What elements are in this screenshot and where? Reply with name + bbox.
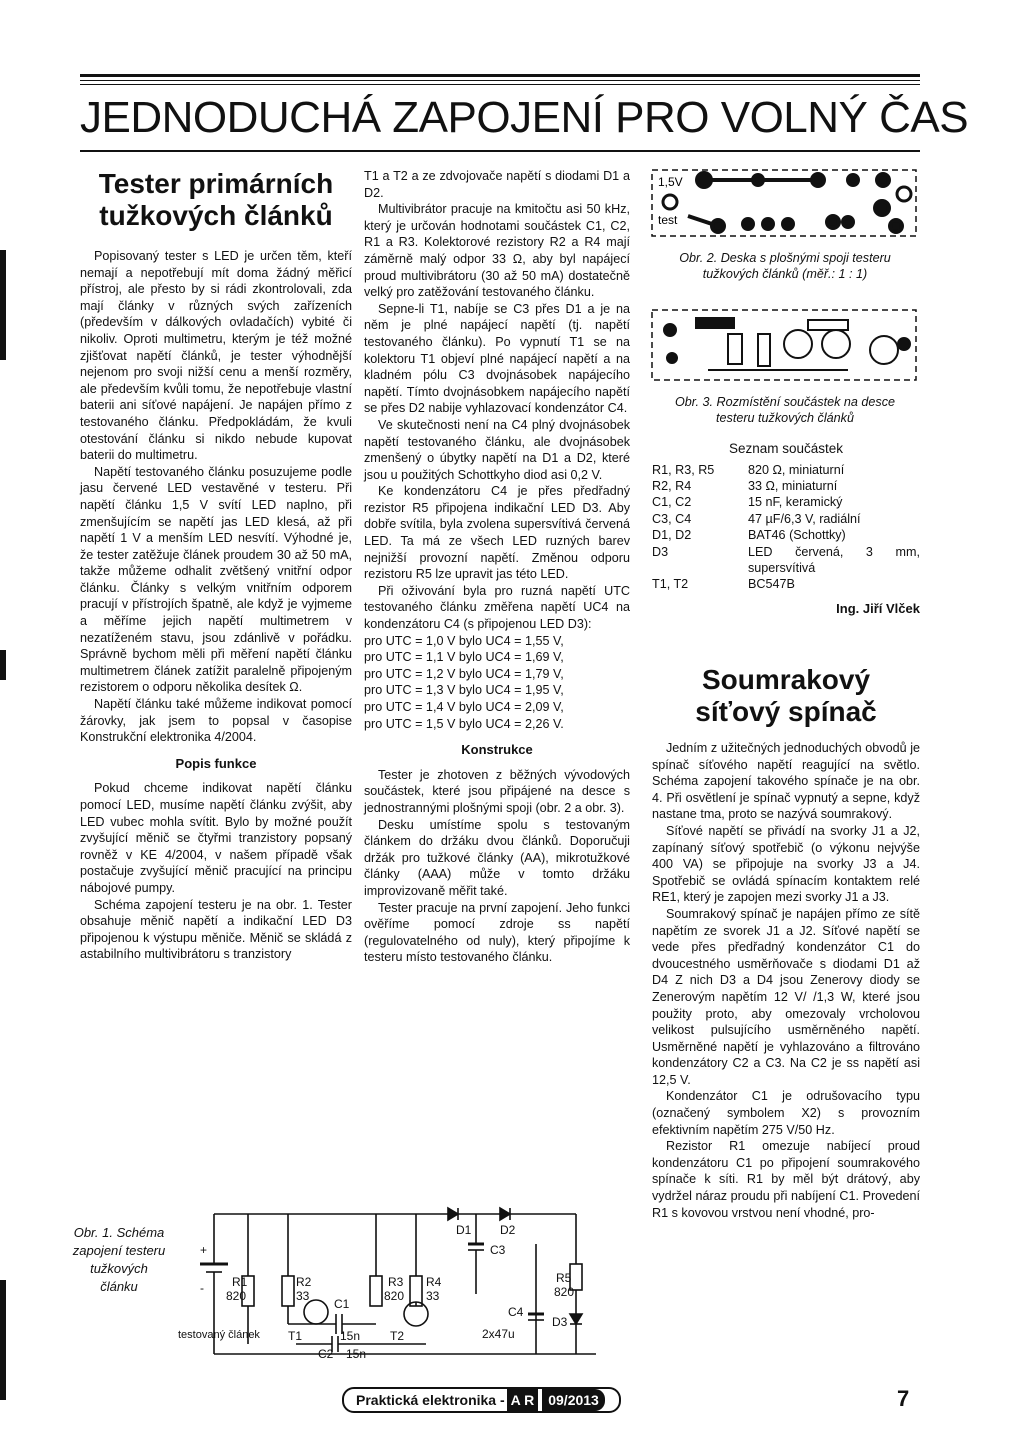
pcb-label-voltage: 1,5V bbox=[658, 175, 683, 189]
section-header: JEDNODUCHÁ ZAPOJENÍ PRO VOLNÝ ČAS bbox=[80, 93, 969, 142]
paragraph: Desku umístíme spolu s testovaným článkem do držáku dvou článků. Doporučuji držák pro tužkové články (AA), mikrotužkové články (AAA) může v tomto držáku improvizovaně měřit také. bbox=[364, 817, 630, 898]
header-rule-low bbox=[80, 84, 920, 85]
pcb-figure bbox=[648, 166, 920, 244]
measurement-line: pro UTC = 1,3 V bylo UC4 = 1,95 V, bbox=[364, 683, 564, 698]
table-row: D3 LED červená, 3 mm, supersvítivá bbox=[652, 544, 920, 576]
paragraph: Napětí testovaného článku posuzujeme podle jasu červené LED vestavěné v testeru. Při napětí článku 1,5 V svítí LED naplno, při zmenšujícím se napětí jas LED klesá, až při napětí 1 V a menším LED nesvítí. Výhodné je, že tester zatěžuje článek proudem 30 až 50 mA, takže můžeme odhalit zvětšený vnitřní odpor článku. Články s velkým vnitřním odporem pracují v přístrojích špatně, ale když je vyjmeme a měříme jejich napětí multimetrem v nezatíženém stavu, jsou zdánlivě v pořádku. Správně bychom měli při měření napětí článku multimetrem článek zatížit paralelně připojeným rezistorem o odporu několika desítek Ω. bbox=[80, 464, 352, 695]
svg-text:R2: R2 bbox=[296, 1275, 312, 1289]
svg-text:D1: D1 bbox=[456, 1223, 472, 1237]
paragraph: T1 a T2 a ze zdvojovače napětí s diodami D1 a D2. bbox=[364, 169, 630, 200]
paragraph: Kondenzátor C1 je odrušovacího typu (označený symbolem X2) s provozním efektivním napětím 275 V/50 Hz. bbox=[652, 1089, 920, 1137]
scan-edge-mark bbox=[0, 1280, 6, 1400]
subheading-konstrukce: Konstrukce bbox=[461, 742, 533, 758]
paragraph: Ke kondenzátoru C4 je přes předřadný rezistor R5 připojena indikační LED D3. Aby dobře svítila, byla zvolena supersvítivá červená LED. Ta má ze všech LED ruzných barev nejnižší provozní napětí. Změnou odporu rezistoru R5 lze upravit jas této LED. bbox=[364, 484, 630, 582]
fig2-caption: Obr. 2. Deska s plošnými spoji testeru tužkových článků (měř.: 1 : 1) bbox=[679, 251, 891, 281]
table-row: C1, C2 15 nF, keramický bbox=[652, 495, 843, 510]
paragraph: Ve skutečnosti není na C4 plný dvojnásobek napětí testovaného článku, ale dvojnásobek zmenšený o úbytky napětí na D1 a D2, které jsou u použitých Schottkyho diod asi 0,2 V. bbox=[364, 417, 630, 482]
paragraph: Multivibrátor pracuje na kmitočtu asi 50 kHz, který je určován hodnotami součástek C1, C2, R1 a R3. Kolektorové rezistory R2 a R4 mají záměrně malý odpor 33 Ω, aby byl napájecí proud multivibrátoru (30 až 50 mA) dostatečně velký pro zatěžování testovaného článku. bbox=[364, 202, 630, 300]
paragraph: Pokud chceme indikovat napětí článku pomocí LED, musíme napětí článku zvýšit, aby LED vubec mohla svítit. Bylo by možné použít zvyšující měnič se čtyřmi tranzistory popsaný rovněž v KE 4/2004, v našem případě však postačuje zvyšující měnič pracující na principu nábojové pumpy. bbox=[80, 781, 352, 895]
measurement-line: pro UTC = 1,1 V bylo UC4 = 1,69 V, bbox=[364, 650, 564, 665]
column-1 bbox=[80, 168, 352, 963]
svg-text:D2: D2 bbox=[500, 1223, 516, 1237]
paragraph: Napětí článku také můžeme indikovat pomocí žárovky, jak jsem to popsal v časopise Konstrukční elektronika 4/2004. bbox=[80, 697, 352, 745]
svg-text:-: - bbox=[200, 1281, 204, 1295]
column-2 bbox=[364, 168, 630, 966]
parts-title: Seznam součástek bbox=[728, 441, 844, 456]
svg-text:15n: 15n bbox=[340, 1329, 361, 1343]
paragraph: Rezistor R1 omezuje nabíjecí proud kondenzátoru C1 po připojení soumrakového spínače k síti. R1 by měl být drátový, aby vydržel náraz proudu při nabíjení C1. Provedení R1 s kovovou vrstvou není vhodné, pro- bbox=[652, 1139, 920, 1220]
fig3-caption: Obr. 3. Rozmístění součástek na desce testeru tužkových článků bbox=[674, 395, 896, 425]
magazine-ar-badge: A R bbox=[507, 1389, 539, 1411]
svg-text:R5: R5 bbox=[556, 1271, 572, 1285]
pcb-label-test: test bbox=[658, 213, 678, 227]
table-row: R1, R3, R5 820 Ω, miniaturní bbox=[652, 462, 845, 477]
paragraph: Sepne-li T1, nabíje se C3 přes D1 a je na něm je plné napájecí napětí (tj. napětí testovaného článku). Po vypnutí T1 se na kolektoru T1 objeví plné napájecí napětí a na kladném pólu C3 dvojnásobek napájecího napětí. Tímto dvojnásobkem napájecího napětí se přes D2 nabije vyhlazovací kondenzátor C4. bbox=[364, 301, 630, 416]
magazine-name: Praktická elektronika - bbox=[356, 1392, 505, 1408]
article2-title: Soumrakový síťový spínač bbox=[695, 664, 877, 727]
issue-number: 09/2013 bbox=[542, 1389, 605, 1411]
subheading-popis-funkce: Popis funkce bbox=[175, 755, 257, 771]
paragraph: Popisovaný tester s LED je určen těm, kteří nemají a nepotřebují mít doma žádný měřicí přístroj, ale přesto by si rádi zkontrolovali, zda mají články v různých svých zařízeních (především v dálkových ovladačích) vybité či nikoliv. Oproti multimetru, kterým je též možné zjišťovat napětí článků, je tester výhodnější nejenom pro svoji nižší cenu a menší rozměry, ale především kvůli tomu, že nepotřebuje vlastní baterii ani síťové napájení. Je napájen přímo z testovaného článku. Předpokládám, že kvuli otestování článku si nikdo nebude kupovat baterii do multimetru. bbox=[80, 249, 352, 463]
svg-text:T1: T1 bbox=[288, 1329, 303, 1343]
cell-label: testovaný článek bbox=[178, 1329, 260, 1341]
table-row: C3, C4 47 µF/6,3 V, radiální bbox=[652, 511, 861, 526]
header-rule-bottom bbox=[80, 150, 920, 152]
paragraph: Síťové napětí se přivádí na svorky J1 a J2, zapínaný síťový spotřebič (o výkonu nejvýše 400 VA) se připojuje na svorky J3 a J4. Spotřebič se ovládá spínacím kontaktem relé RE1, který je zapojen mezi svorky J1 a J3. bbox=[652, 823, 920, 905]
svg-text:820: 820 bbox=[384, 1289, 405, 1303]
svg-text:33: 33 bbox=[296, 1289, 310, 1303]
svg-text:15n: 15n bbox=[346, 1347, 367, 1361]
component-layout-figure bbox=[648, 304, 920, 386]
component-outlines bbox=[664, 318, 910, 370]
measurement-line: pro UTC = 1,0 V bylo UC4 = 1,55 V, bbox=[364, 633, 564, 648]
svg-text:C1: C1 bbox=[334, 1297, 350, 1311]
schematic-figure bbox=[176, 1204, 636, 1364]
svg-text:C4: C4 bbox=[508, 1305, 524, 1319]
svg-text:T2: T2 bbox=[390, 1329, 405, 1343]
paragraph: Soumrakový spínač je napájen přímo ze sítě napětím ze svorek J1 a J2. Síťové napětí se vede přes předřadný kondenzátor C1 do dvoucestného usměrňovače s diodami D1 až D4 Z nich D3 a D4 jsou Zenerovy diody se Zenerovým napětím 12 V/ /1,3 W, které jsou použity proto, aby omezovaly vrcholovou velikost pulsujícího usměrněného napětí. Usměrněné napětí je vyhlazováno a filtrováno kondenzátory C2 a C3. Na C2 je ss napětí asi 12,5 V. bbox=[652, 906, 920, 1087]
svg-text:2x47u: 2x47u bbox=[482, 1327, 515, 1341]
measurement-list bbox=[364, 633, 630, 733]
svg-text:C3: C3 bbox=[490, 1243, 506, 1257]
parts-list bbox=[652, 441, 920, 617]
scan-edge-mark bbox=[0, 250, 6, 360]
header-rule-top bbox=[80, 74, 920, 77]
fig1-caption: Obr. 1. Schéma zapojení testeru tužkových článku bbox=[72, 1225, 166, 1294]
svg-text:R1: R1 bbox=[232, 1275, 248, 1289]
article-title: Tester primárních tužkových článků bbox=[98, 168, 334, 231]
column-3-article2 bbox=[652, 664, 920, 1221]
scan-edge-mark bbox=[0, 650, 6, 680]
page-number: 7 bbox=[897, 1386, 910, 1411]
paragraph: Schéma zapojení testeru je na obr. 1. Tester obsahuje měnič napětí a indikační LED D3 připojenou k výstupu měniče. Měnič se skládá z astabilního multivibrátoru s tranzistory bbox=[80, 897, 352, 962]
measurement-line: pro UTC = 1,4 V bylo UC4 = 2,09 V, bbox=[364, 700, 564, 714]
svg-text:820: 820 bbox=[226, 1289, 247, 1303]
svg-text:33: 33 bbox=[426, 1289, 440, 1303]
table-row: T1, T2 BC547B bbox=[652, 577, 795, 592]
paragraph: Tester pracuje na první zapojení. Jeho funkci ověříme pomocí zdroje ss napětí (regulovatelného od nuly), který připojíme k testeru místo testovaného článku. bbox=[364, 900, 630, 965]
svg-text:R3: R3 bbox=[388, 1275, 404, 1289]
svg-text:R4: R4 bbox=[426, 1275, 442, 1289]
footer-banner bbox=[342, 1387, 621, 1413]
header-rule-mid bbox=[80, 80, 920, 81]
parts-table bbox=[652, 462, 920, 593]
svg-text:+: + bbox=[200, 1243, 208, 1257]
table-row: R2, R4 33 Ω, miniaturní bbox=[652, 479, 838, 493]
svg-text:820: 820 bbox=[554, 1285, 575, 1299]
paragraph: Jedním z užitečných jednoduchých obvodů je spínač síťového napětí reagující na světlo. Schéma zapojení takového spínače je na obr. 4. Při osvětlení je spínač vypnutý a sepne, když nastane tma, proto se nazývá soumrakový. bbox=[652, 741, 920, 822]
pcb-traces bbox=[663, 173, 911, 232]
paragraph: Při oživování byla pro ruzná napětí UTC testovaného článku změřena napětí UC4 na kondenzátoru C4 (s připojenou LED D3): bbox=[364, 583, 630, 632]
author-signature: Ing. Jiří Vlček bbox=[836, 600, 920, 616]
table-row: D1, D2 BAT46 (Schottky) bbox=[652, 528, 846, 543]
paragraph: Tester je zhotoven z běžných vývodových součástek, které jsou připájené na desce s jednostrannými plošnými spoji (obr. 2 a obr. 3). bbox=[364, 767, 630, 815]
svg-text:D3: D3 bbox=[552, 1315, 568, 1329]
measurement-line: pro UTC = 1,2 V bylo UC4 = 1,79 V, bbox=[364, 666, 564, 681]
measurement-line: pro UTC = 1,5 V bylo UC4 = 2,26 V. bbox=[364, 716, 564, 731]
svg-text:C2: C2 bbox=[318, 1347, 334, 1361]
